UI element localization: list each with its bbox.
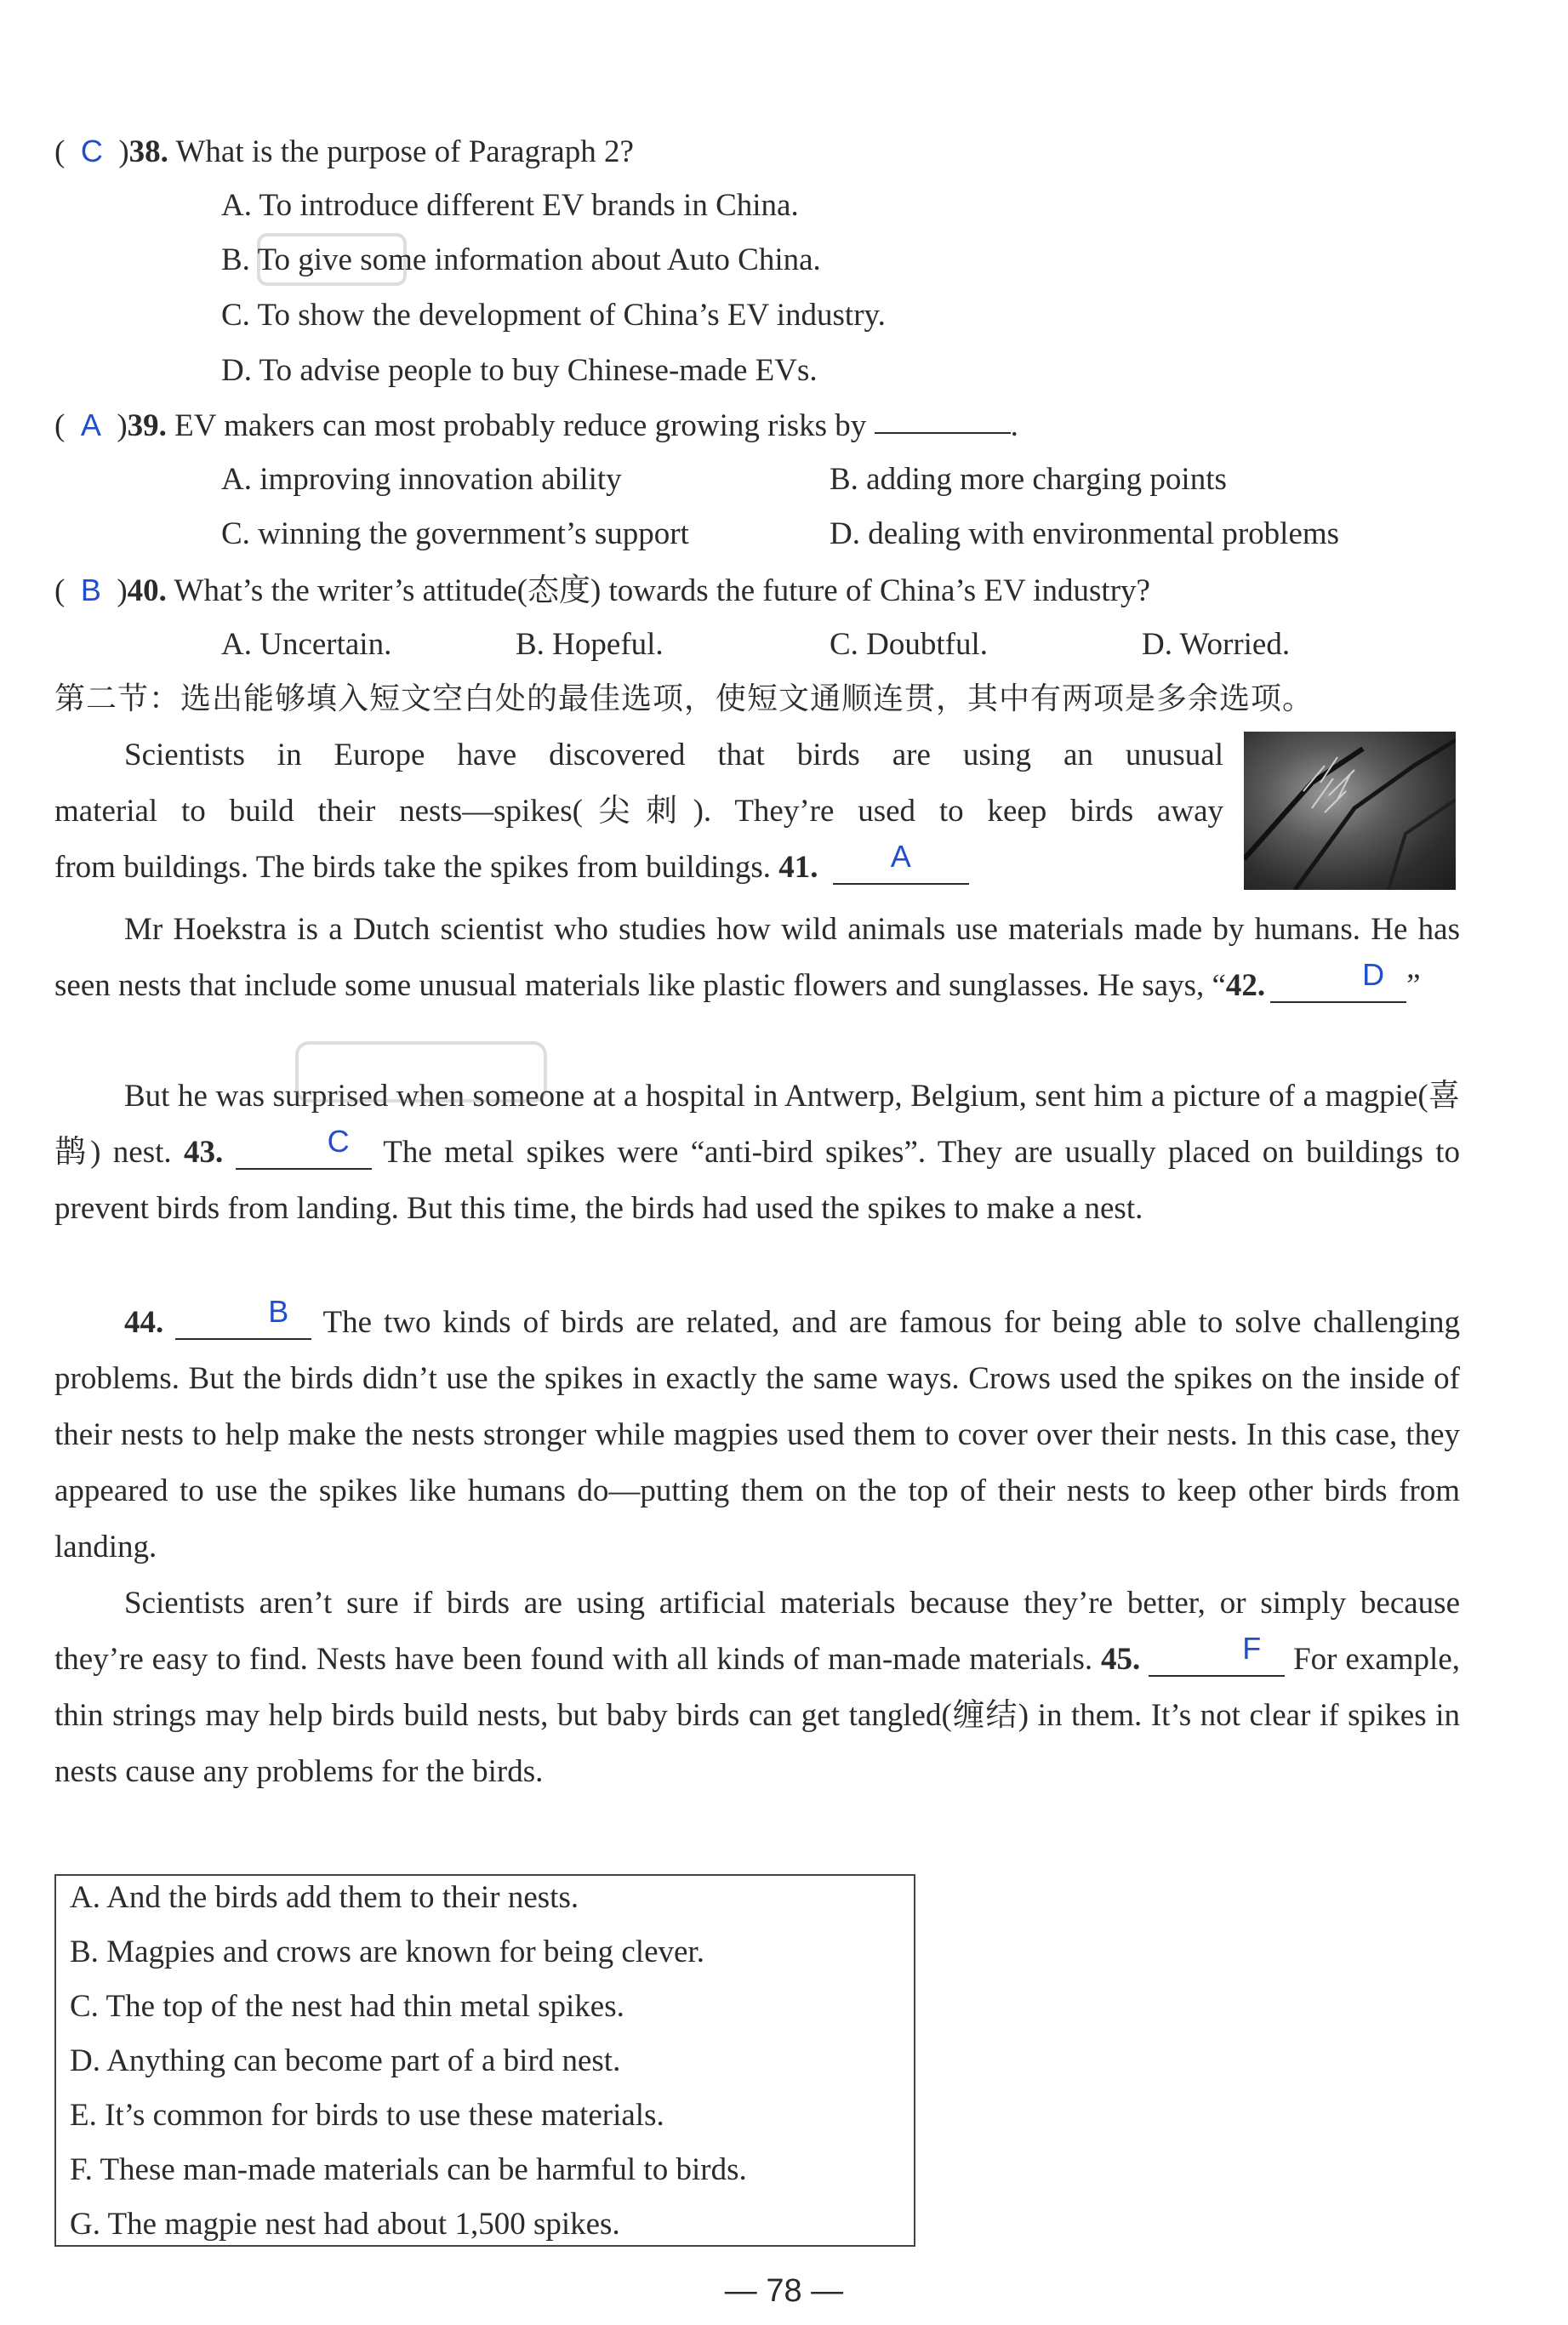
- option-b: B. Magpies and crows are known for being clever.: [70, 1935, 704, 1969]
- question-stem: What is the purpose of Paragraph 2?: [175, 134, 634, 169]
- option-40-c: C. Doubtful.: [830, 627, 989, 662]
- nest-image: [1244, 732, 1456, 890]
- answer-blank-44[interactable]: B: [175, 1303, 311, 1340]
- option-39-b: B. adding more charging points: [830, 462, 1227, 497]
- blank-number: 43.: [183, 1135, 224, 1170]
- passage-p3: But he was surprised when someone at a hospital in Antwerp, Belgium, sent him a picture of a magpie(喜鹊) nest. 43. C The metal spikes were “anti-bird spikes”. They are usually placed on buildings to prevent birds from landing. But this time, the birds had used the spikes to make a nest.: [54, 1079, 1461, 1226]
- question-40: ( B )40. What’s the writer’s attitude(态度) towards the future of China’s EV industry?: [54, 573, 1150, 608]
- answer-blank-42[interactable]: D: [1270, 966, 1406, 1003]
- answer-blank[interactable]: [875, 432, 1011, 434]
- options-box: [54, 1874, 915, 2247]
- answer-40: B: [80, 573, 101, 607]
- passage-p1-line2: material to build their nests—spikes(尖刺). They’re used to keep birds away: [54, 794, 1223, 829]
- section-title: 第二节：选出能够填入短文空白处的最佳选项，使短文通顺连贯，其中有两项是多余选项。: [54, 681, 1314, 716]
- blank-number: 45.: [1101, 1642, 1141, 1677]
- option-40-d: D. Worried.: [1142, 627, 1291, 662]
- option-39-a: A. improving innovation ability: [221, 462, 622, 497]
- blank-number: 41.: [778, 850, 818, 885]
- option-a: A. And the birds add them to their nests.: [70, 1880, 579, 1915]
- question-38: ( C )38. What is the purpose of Paragraph 2?: [54, 134, 634, 169]
- option-39-d: D. dealing with environmental problems: [830, 516, 1340, 551]
- passage-p4: 44. B The two kinds of birds are related, and are famous for being able to solve challenging problems. But the birds didn’t use the spikes in exactly the same ways. Crows used the spikes on the inside of their nests to help make the nests stronger while magpies used them to cover over their nests. In this case, they appeared to use the spikes like humans do—putting them on the top of their nests to keep other birds from landing.: [54, 1294, 1460, 1564]
- question-39: ( A )39. EV makers can most probably reduce growing risks by .: [54, 407, 1018, 443]
- question-number: 39.: [127, 408, 167, 443]
- option-f: F. These man-made materials can be harmful to birds.: [70, 2152, 747, 2187]
- option-39-c: C. winning the government’s support: [221, 516, 689, 551]
- answer-blank-45[interactable]: F: [1149, 1640, 1285, 1677]
- watermark-mark: [255, 230, 408, 302]
- bird-nest-photo: [1244, 732, 1456, 890]
- option-38-b: B. To give some information about Auto China.: [221, 242, 821, 277]
- option-40-a: A. Uncertain.: [221, 627, 392, 662]
- watermark-mark: [294, 1038, 549, 1119]
- option-38-d: D. To advise people to buy Chinese-made EVs.: [221, 353, 818, 388]
- option-d: D. Anything can become part of a bird nest.: [70, 2043, 621, 2078]
- option-g: G. The magpie nest had about 1,500 spikes.: [70, 2207, 620, 2242]
- question-number: 40.: [127, 573, 167, 608]
- answer-blank-43[interactable]: C: [236, 1133, 372, 1170]
- answer-38: C: [80, 134, 103, 168]
- option-40-b: B. Hopeful.: [516, 627, 664, 662]
- option-e: E. It’s common for birds to use these materials.: [70, 2098, 664, 2133]
- passage-p1-line1: Scientists in Europe have discovered that birds are using an unusual: [124, 738, 1223, 772]
- option-38-a: A. To introduce different EV brands in China.: [221, 188, 799, 223]
- answer-blank-41[interactable]: A: [833, 848, 969, 885]
- passage-p1-line3: from buildings. The birds take the spikes from buildings. 41. A: [54, 846, 969, 890]
- option-c: C. The top of the nest had thin metal spikes.: [70, 1989, 624, 2024]
- answer-39: A: [80, 407, 101, 442]
- question-stem: EV makers can most probably reduce growing risks by: [174, 408, 867, 443]
- page-number: — 78 —: [724, 2273, 844, 2309]
- blank-number: 42.: [1225, 968, 1266, 1003]
- passage-p2: Mr Hoekstra is a Dutch scientist who studies how wild animals use materials made by humans. He has seen nests that include some unusual materials like plastic flowers and sunglasses. He says, “42. D ”: [54, 912, 1460, 1003]
- question-stem: What’s the writer’s attitude(态度) towards the future of China’s EV industry?: [174, 573, 1150, 608]
- option-38-c: C. To show the development of China’s EV industry.: [221, 298, 886, 333]
- blank-number: 44.: [124, 1305, 164, 1340]
- passage-p5: Scientists aren’t sure if birds are using artificial materials because they’re better, or simply because they’re easy to find. Nests have been found with all kinds of man-made materials. 45. F For example, thin strings may help birds build nests, but baby birds can get tangled(缠结) in them. It’s not clear if spikes in nests cause any problems for the birds.: [54, 1586, 1461, 1789]
- question-number: 38.: [128, 134, 168, 169]
